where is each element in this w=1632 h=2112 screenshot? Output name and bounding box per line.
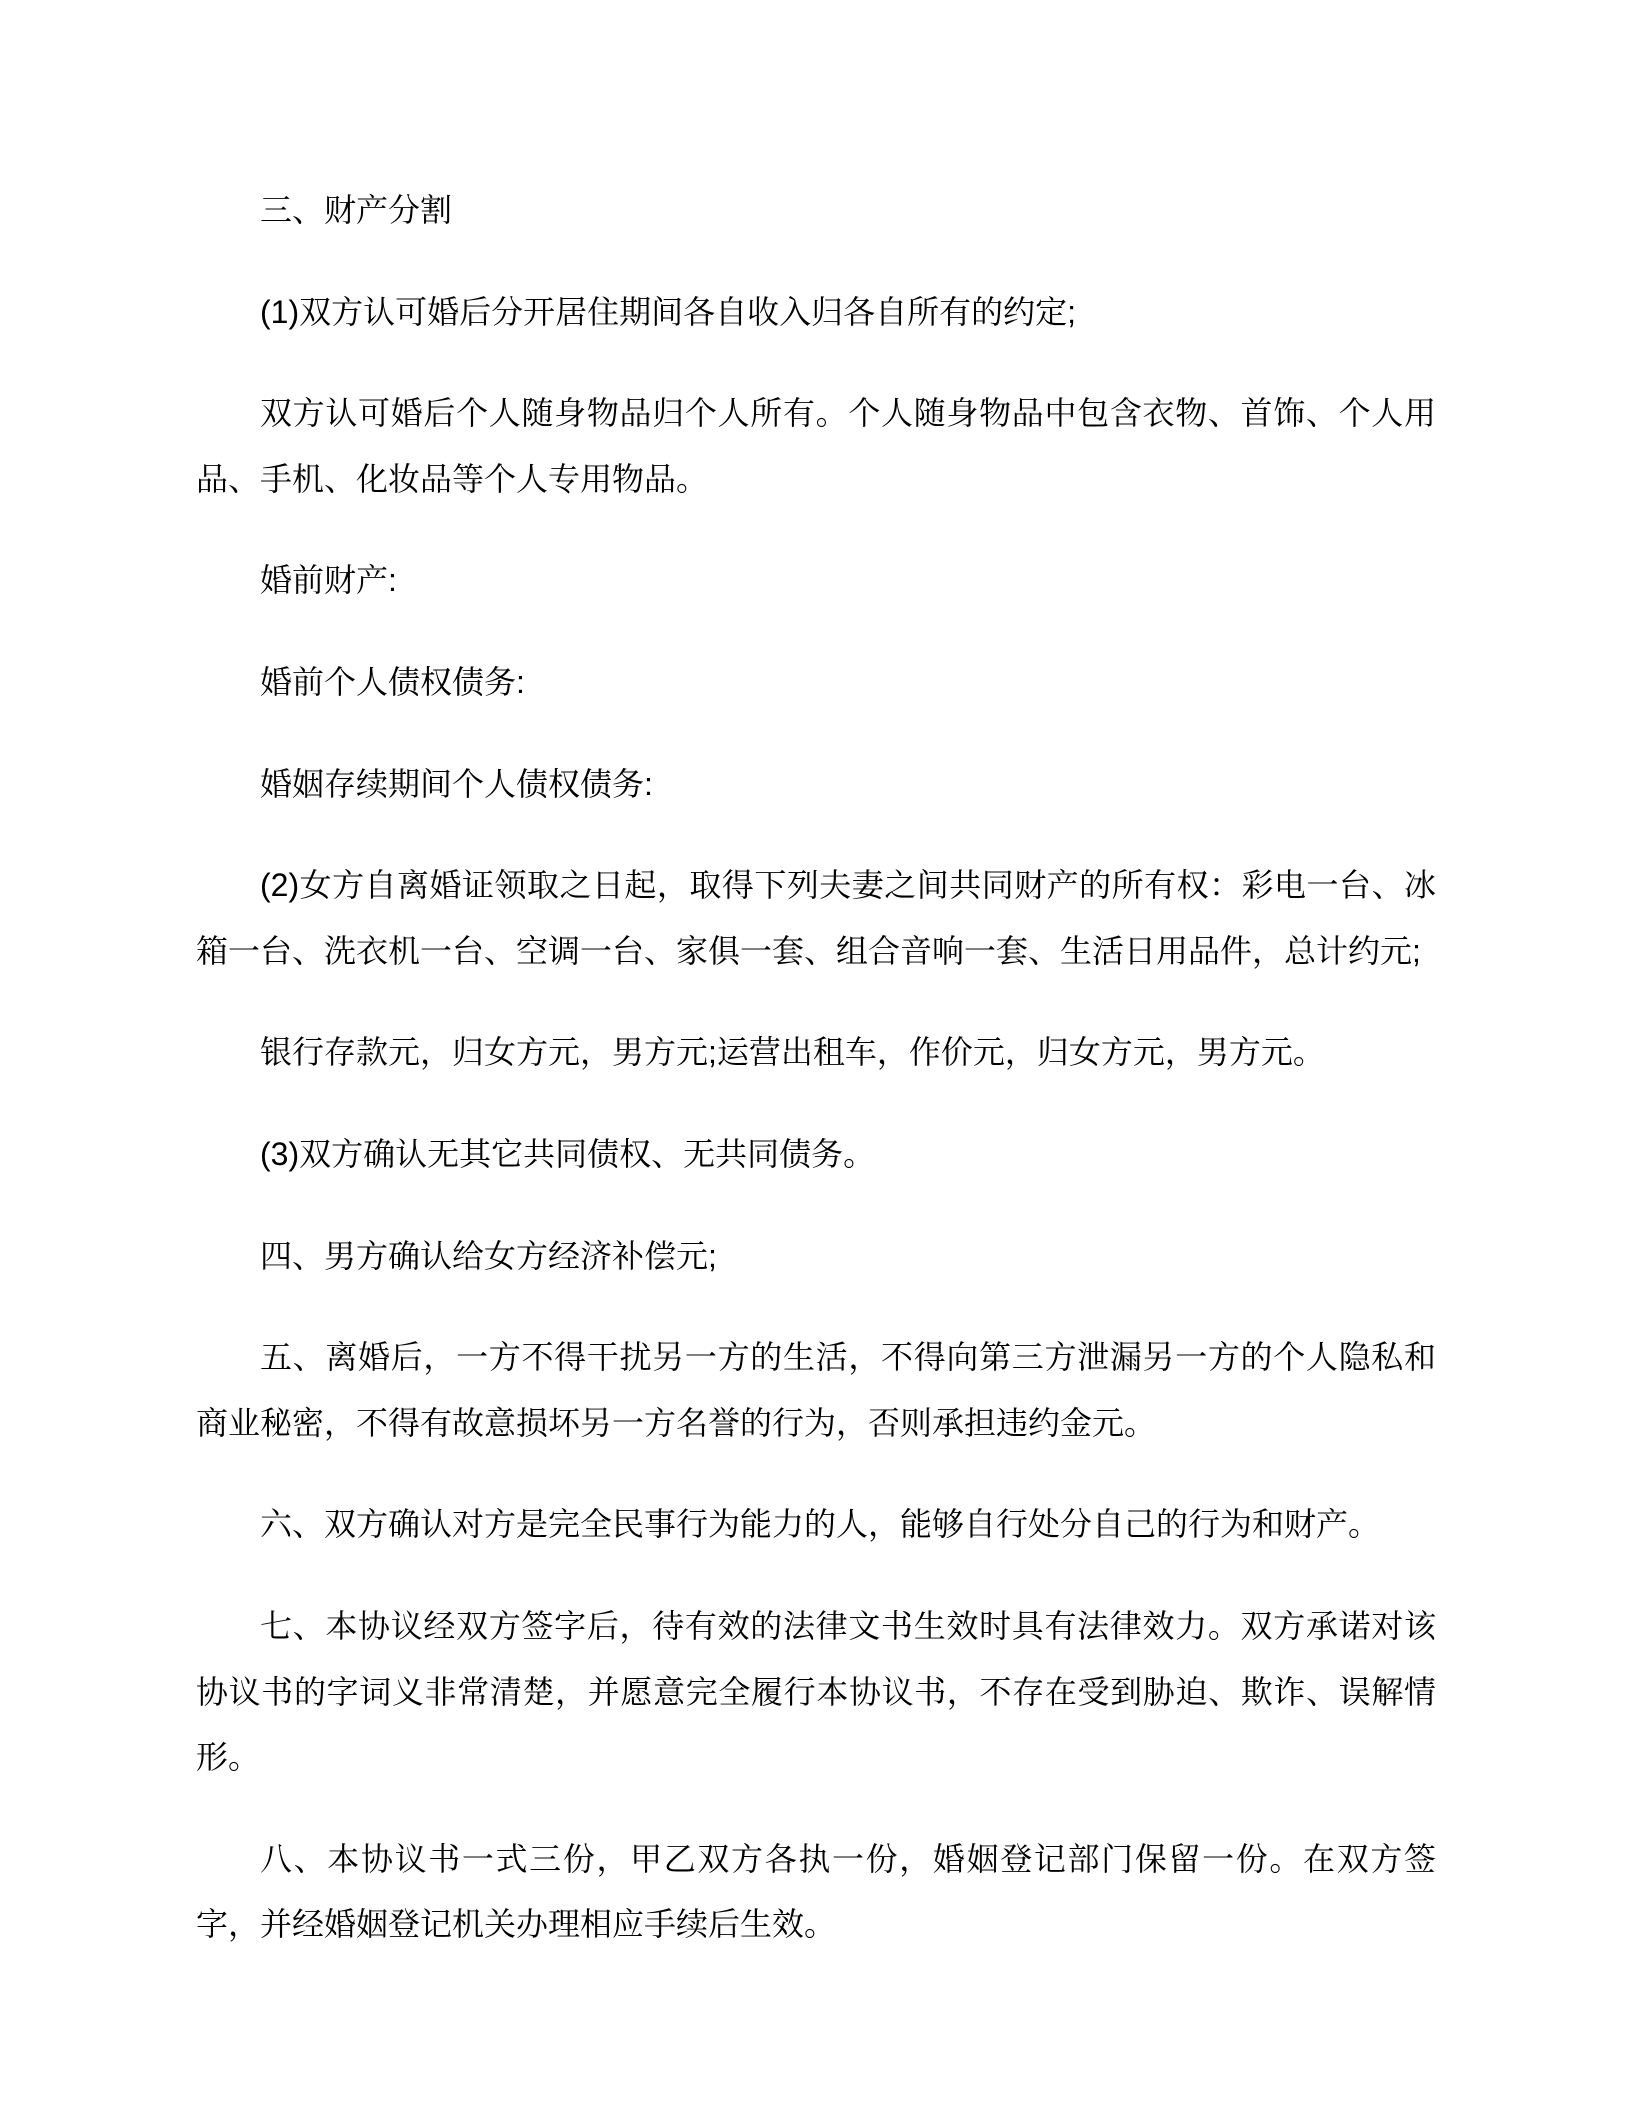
paragraph-civil-capacity: 六、双方确认对方是完全民事行为能力的人，能够自行处分自己的行为和财产。 (260, 1506, 1381, 1543)
paragraph-no-other-debts: (3)双方确认无其它共同债权、无共同债务。 (260, 1135, 876, 1172)
paragraph-bank-deposit-taxi: 银行存款元，归女方元，男方元;运营出租车，作价元，归女方元，男方元。 (260, 1034, 1325, 1071)
paragraph-privacy-clause: 五、离婚后，一方不得干扰另一方的生活，不得向第三方泄漏另一方的个人隐私和商业秘密，不得有故意损坏另一方名誉的行为，否则承担违约金元。 (196, 1339, 1436, 1441)
paragraph-joint-property-to-wife: (2)女方自离婚证领取之日起，取得下列夫妻之间共同财产的所有权：彩电一台、冰箱一台、洗衣机一台、空调一台、家俱一套、组合音响一套、生活日用品件，总计约元; (196, 867, 1436, 969)
paragraph-legal-effect: 七、本协议经双方签字后，待有效的法律文书生效时具有法律效力。双方承诺对该协议书的字词义非常清楚，并愿意完全履行本协议书，不存在受到胁迫、欺诈、误解情形。 (196, 1607, 1436, 1776)
paragraph-personal-items: 双方认可婚后个人随身物品归个人所有。个人随身物品中包含衣物、首饰、个人用品、手机、化妆品等个人专用物品。 (196, 395, 1436, 497)
paragraph-copies-and-effectiveness: 八、本协议书一式三份，甲乙双方各执一份，婚姻登记部门保留一份。在双方签字，并经婚姻登记机关办理相应手续后生效。 (196, 1840, 1436, 1943)
paragraph-income-agreement: (1)双方认可婚后分开居住期间各自收入归各自所有的约定; (260, 293, 1077, 330)
paragraph-marriage-period-debts-label: 婚姻存续期间个人债权债务: (260, 765, 653, 802)
paragraph-premarital-property-label: 婚前财产: (260, 562, 397, 599)
section-heading-property-division: 三、财产分割 (260, 192, 453, 228)
paragraph-economic-compensation: 四、男方确认给女方经济补偿元; (260, 1237, 717, 1274)
paragraph-premarital-debts-label: 婚前个人债权债务: (260, 663, 525, 700)
